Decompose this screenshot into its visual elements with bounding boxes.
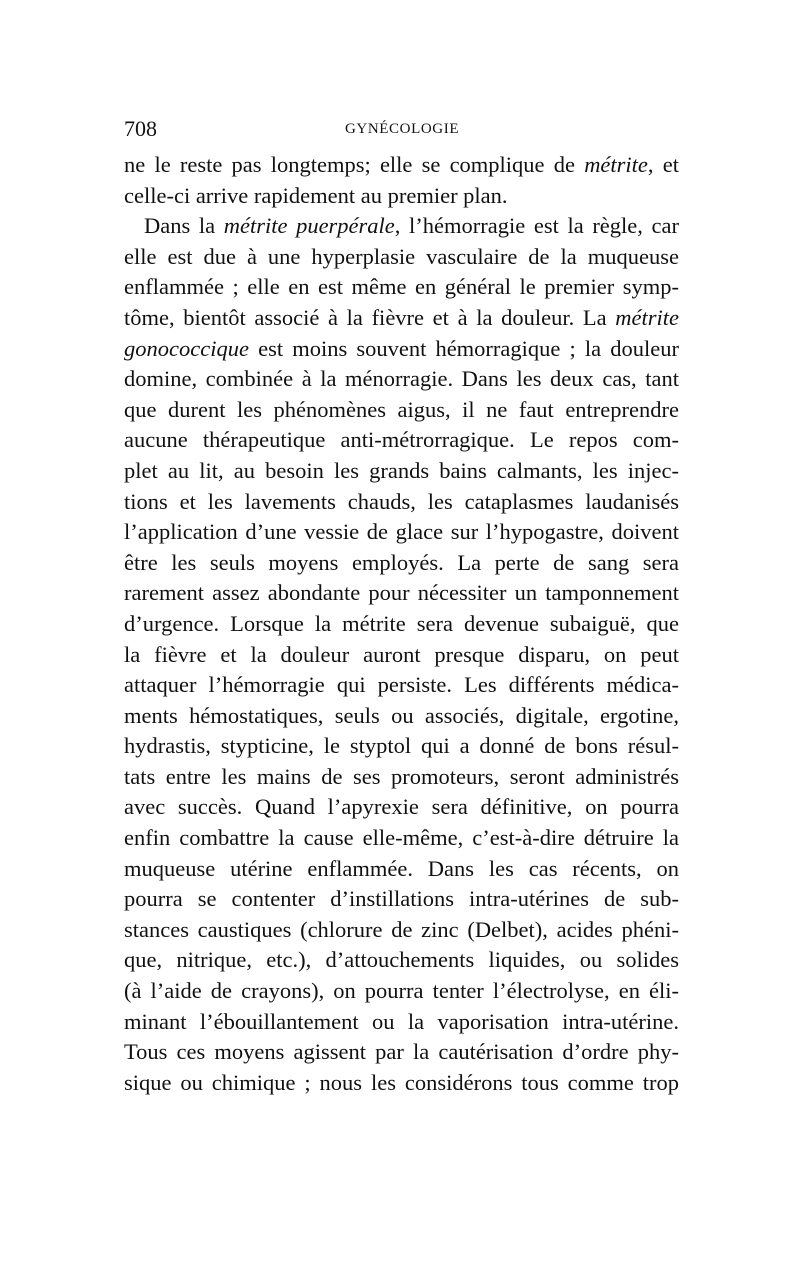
text-segment: , l’hémorragie est la règle, car	[394, 213, 679, 239]
text-line-4	[124, 242, 679, 273]
text-line-28	[124, 976, 679, 1007]
italic-term: métrite puerpérale	[223, 213, 395, 239]
text-segment: avec succès. Quand l’apyrexie sera définitive, on pourra	[124, 794, 679, 820]
body-text	[124, 150, 679, 1098]
text-line-3	[124, 211, 679, 242]
text-line-12	[124, 487, 679, 518]
text-segment: muqueuse utérine enflammée. Dans les cas récents, on	[124, 855, 679, 881]
text-line-5	[124, 272, 679, 303]
text-line-30	[124, 1037, 679, 1068]
text-line-20	[124, 731, 679, 762]
text-segment: pourra se contenter d’instillations intra-utérines de sub-	[124, 886, 679, 912]
text-segment: sique ou chimique ; nous les considérons tous comme trop	[124, 1069, 679, 1095]
text-segment: ne le reste pas longtemps; elle se complique de	[124, 152, 585, 177]
text-segment: que, nitrique, etc.), d’attouchements liquides, ou solides	[124, 947, 679, 973]
text-line-29	[124, 1007, 679, 1038]
text-segment: hydrastis, stypticine, le styptol qui a donné de bons résul-	[124, 733, 679, 759]
text-segment: la fièvre et la douleur auront presque disparu, on peut	[124, 641, 679, 667]
text-segment: Tous ces moyens agissent par la cautérisation d’ordre phy-	[124, 1039, 679, 1065]
text-line-27	[124, 945, 679, 976]
text-segment: celle-ci arrive rapidement au premier plan.	[124, 182, 508, 208]
text-line-23	[124, 823, 679, 854]
text-line-11	[124, 456, 679, 487]
text-line-8	[124, 364, 679, 395]
text-segment: plet au lit, au besoin les grands bains calmants, les injec-	[124, 457, 679, 483]
text-segment: tions et les lavements chauds, les cataplasmes laudanisés	[124, 488, 679, 514]
running-head	[124, 116, 679, 142]
text-segment: elle est due à une hyperplasie vasculaire de la muqueuse	[124, 243, 679, 269]
text-line-25	[124, 884, 679, 915]
page-number: 708	[124, 116, 157, 141]
text-line-1	[124, 150, 679, 181]
text-segment: rarement assez abondante pour nécessiter un tamponnement	[124, 580, 679, 606]
text-line-31	[124, 1068, 679, 1099]
text-line-19	[124, 701, 679, 732]
text-segment: tôme, bientôt associé à la fièvre et à la douleur. La	[124, 304, 616, 330]
text-line-26	[124, 915, 679, 946]
text-segment: que durent les phénomènes aigus, il ne faut entreprendre	[124, 396, 679, 422]
text-segment: (à l’aide de crayons), on pourra tenter l’électrolyse, en éli-	[124, 978, 679, 1004]
running-title: GYNÉCOLOGIE	[345, 121, 460, 137]
text-segment: d’urgence. Lorsque la métrite sera devenue subaiguë, que	[124, 610, 679, 636]
text-line-13	[124, 517, 679, 548]
text-line-18	[124, 670, 679, 701]
text-segment: enfin combattre la cause elle-même, c’est-à-dire détruire la	[124, 825, 679, 851]
text-line-17	[124, 640, 679, 671]
text-line-24	[124, 854, 679, 885]
text-line-22	[124, 792, 679, 823]
text-segment: ments hémostatiques, seuls ou associés, digitale, ergotine,	[124, 702, 679, 728]
text-segment: aucune thérapeutique anti-métrorragique. Le repos com-	[124, 427, 679, 453]
text-segment: l’application d’une vessie de glace sur l’hypogastre, doivent	[124, 519, 679, 545]
text-segment: stances caustiques (chlorure de zinc (Delbet), acides phéni-	[124, 916, 679, 942]
text-line-16	[124, 609, 679, 640]
text-line-6	[124, 303, 679, 334]
text-segment: attaquer l’hémorragie qui persiste. Les différents médica-	[124, 672, 679, 698]
text-segment: tats entre les mains de ses promoteurs, seront administrés	[124, 763, 679, 789]
text-segment: est moins souvent hémorragique ; la douleur	[248, 335, 679, 361]
text-segment: minant l’ébouillantement ou la vaporisation intra-utérine.	[124, 1008, 679, 1034]
text-line-9	[124, 395, 679, 426]
text-line-14	[124, 548, 679, 579]
text-line-2	[124, 181, 679, 212]
text-line-7	[124, 334, 679, 365]
text-segment: Dans la	[144, 213, 224, 239]
text-line-10	[124, 425, 679, 456]
text-segment: enflammée ; elle en est même en général le premier symp-	[124, 274, 679, 300]
text-segment: domine, combinée à la ménorragie. Dans les deux cas, tant	[124, 366, 679, 392]
text-line-21	[124, 762, 679, 793]
italic-term: métrite	[584, 152, 648, 177]
text-line-15	[124, 578, 679, 609]
text-segment: être les seuls moyens employés. La perte de sang sera	[124, 549, 679, 575]
italic-term: métrite	[615, 304, 679, 330]
italic-term: gonococcique	[124, 335, 249, 361]
text-segment: , et	[647, 152, 679, 177]
